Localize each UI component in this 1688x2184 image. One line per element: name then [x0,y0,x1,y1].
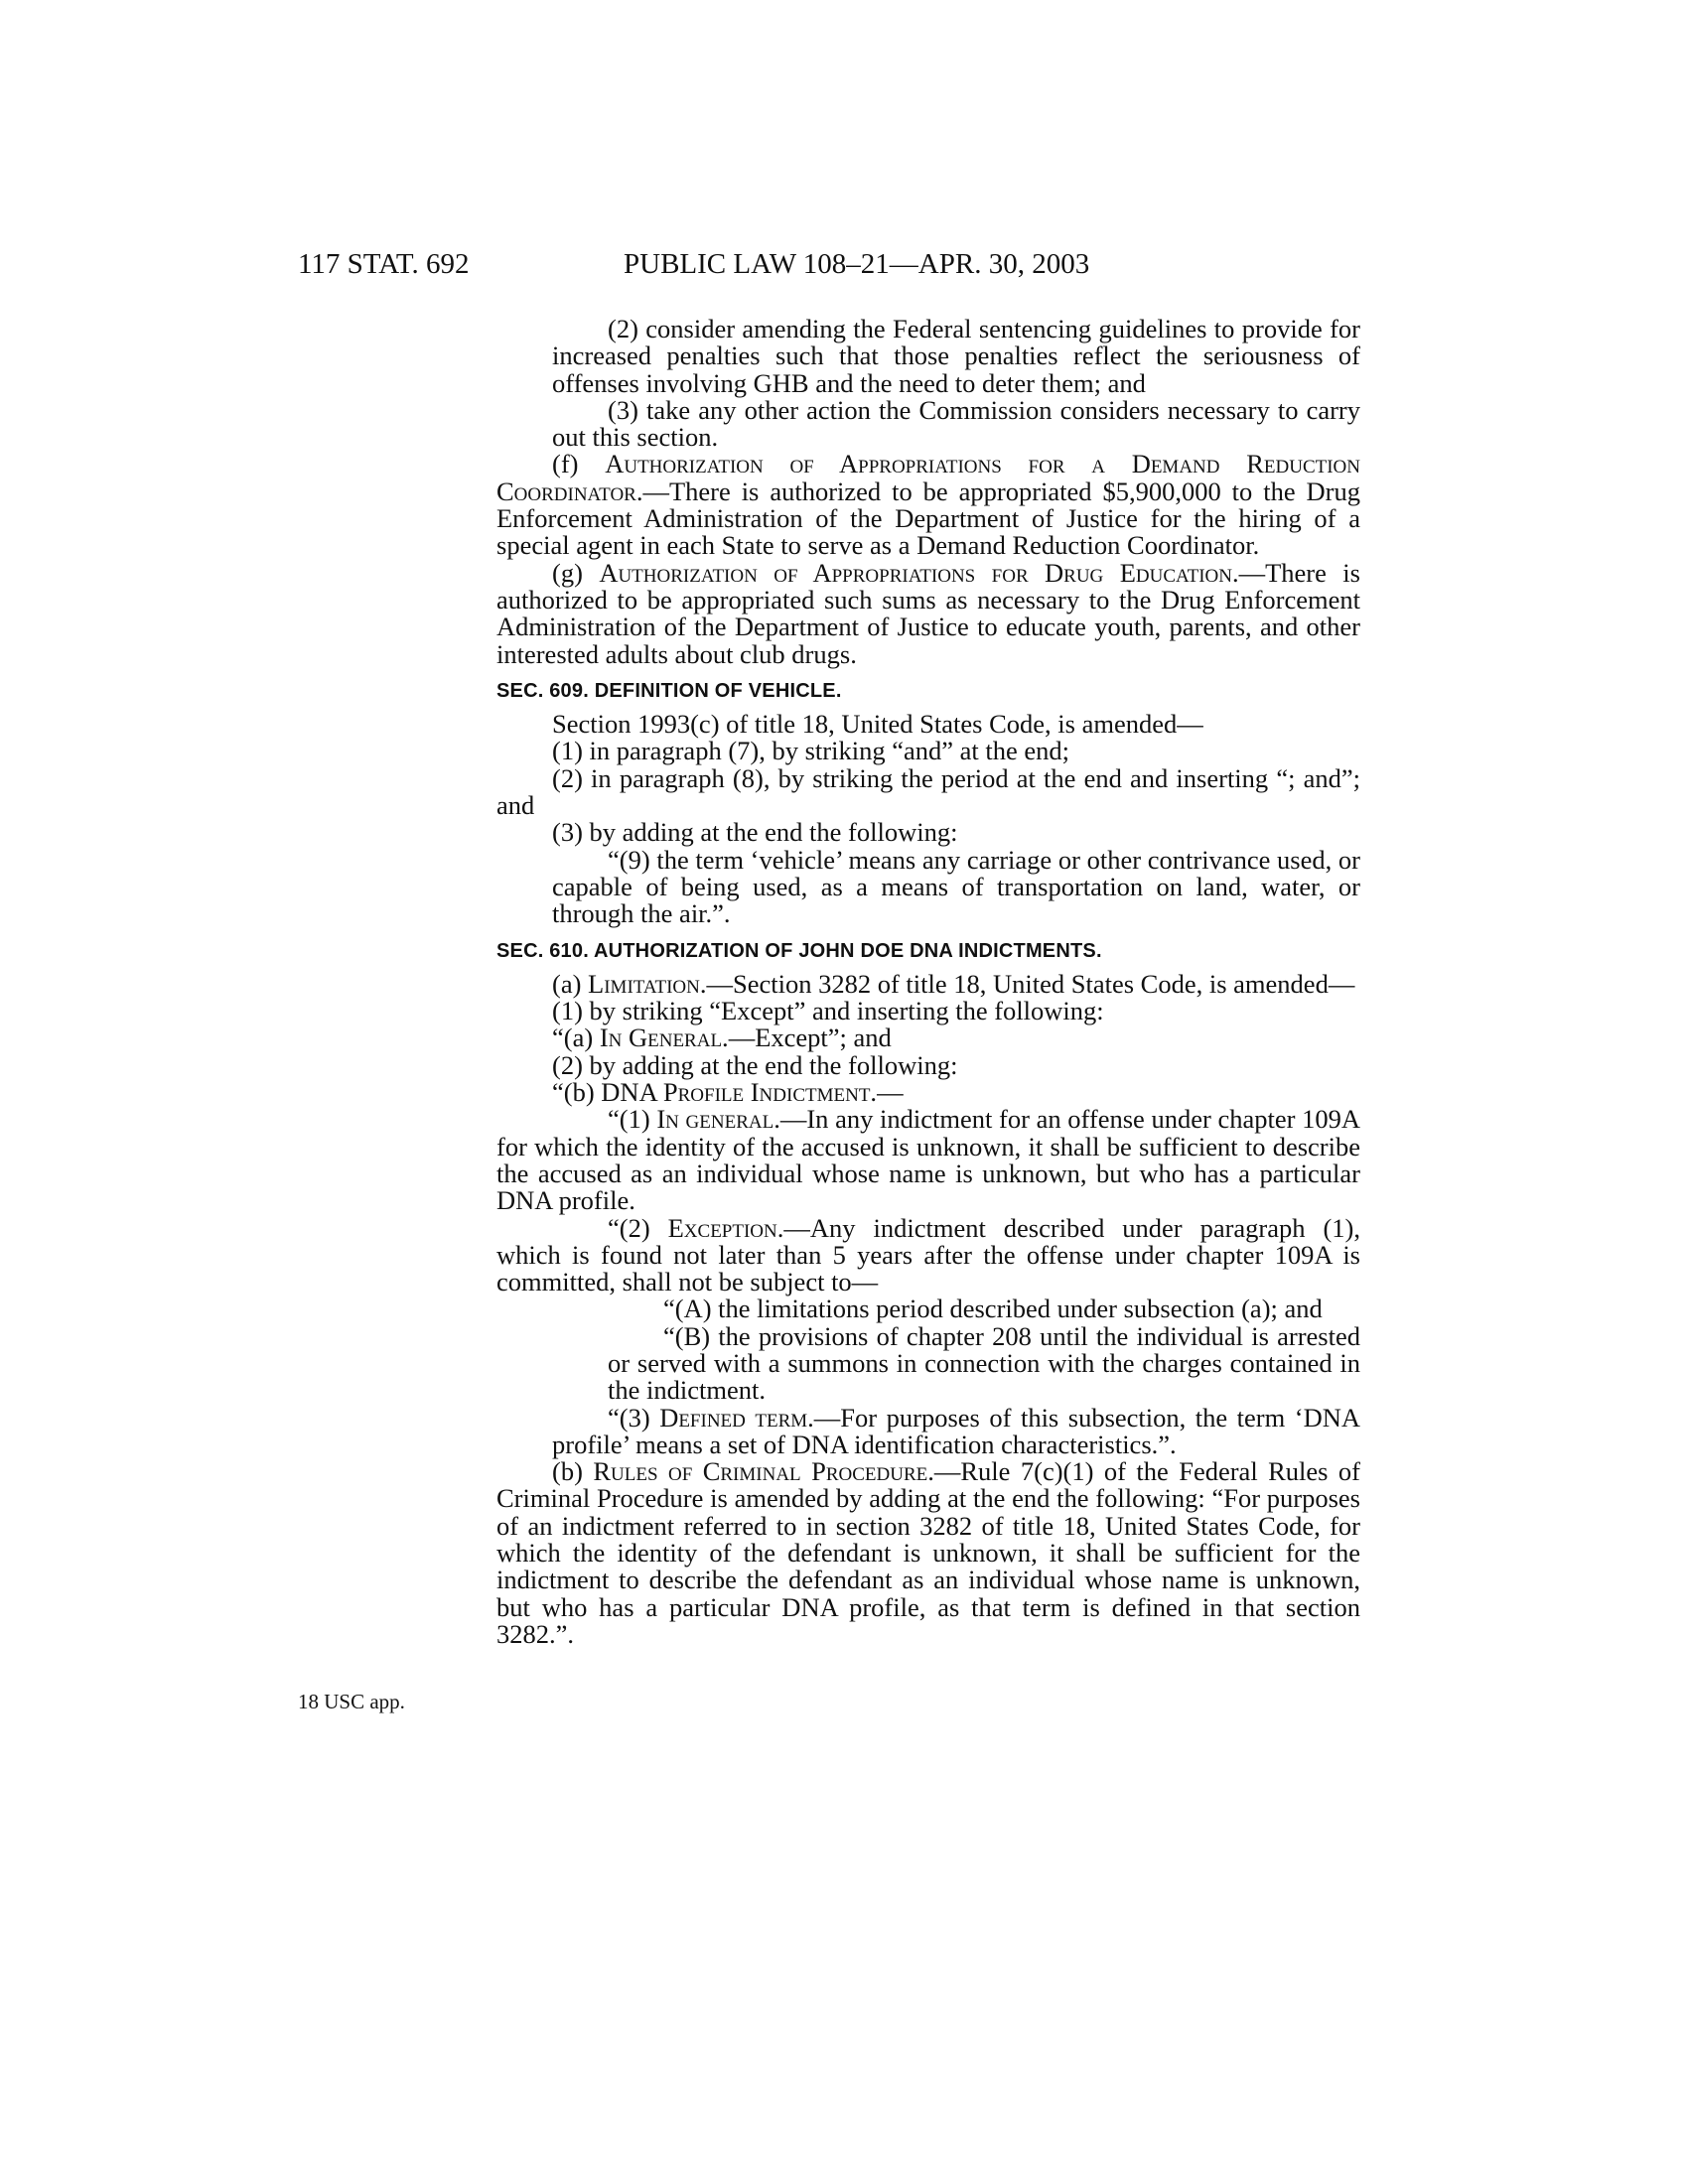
subsection-a-item-2: (2) by adding at the end the following: [552,1049,958,1080]
section-609-intro: Section 1993(c) of title 18, United States Code, is amended— [552,709,1203,740]
subsection-b-heading: Rules of Criminal Procedure. [593,1456,934,1487]
subsection-a-item-1: (1) by striking “Except” and inserting the following: [552,996,1104,1026]
inserted-dna-profile-indictment: “(b) DNA Profile Indictment.— [552,1077,904,1108]
public-law-title: PUBLIC LAW 108–21—APR. 30, 2003 [624,248,1090,280]
paragraph-2-consider: (2) consider amending the Federal sentencing guidelines to provide for increased penalties such that those penalties reflect the seriousness of offenses involving GHB and the need to deter them; and [552,314,1360,398]
subsection-a-limitation: (a) Limitation.—Section 3282 of title 18, United States Code, is amended— [552,968,1355,999]
section-609-item-1: (1) in paragraph (7), by striking “and” at the end; [552,736,1069,766]
dna-paragraph-2: “(2) Exception.—Any indictment described under paragraph (1), which is found not later than 5 years after the offense under chapter 109A is committed, shall not be subject to— [496,1212,1360,1297]
paragraph-3-other-action: (3) take any other action the Commission considers necessary to carry out this section. [552,394,1360,453]
dna-subparagraph-a: “(A) the limitations period described under subsection (a); and [663,1294,1323,1324]
section-610-heading: SEC. 610. AUTHORIZATION OF JOHN DOE DNA INDICTMENTS. [496,939,1102,962]
section-609-item-3: (3) by adding at the end the following: [552,817,958,848]
page-header [0,248,1688,288]
margin-citation: 18 USC app. [298,1690,405,1713]
section-609-item-2: (2) in paragraph (8), by striking the period at the end and inserting “; and”; and [496,762,1360,821]
subsection-f-heading: Authorization of Appropriations for a Demand Reduction Coordinator. [496,449,1360,506]
stat-page-number: 117 STAT. 692 [298,248,470,280]
inserted-in-general: “(a) In General.—Except”; and [552,1023,892,1053]
section-609-heading: SEC. 609. DEFINITION OF VEHICLE. [496,679,842,702]
dna-paragraph-3: “(3) Defined term.—For purposes of this subsection, the term ‘DNA profile’ means a set of DNA identification characteristics.”. [552,1402,1360,1459]
subsection-g: (g) Authorization of Appropriations for Drug Education.—There is authorized to be appropriated such sums as necessary to the Drug Enforcement Administration of the Department of Justice to educate youth, parents, and other interested adults about club drugs. [496,557,1360,669]
subsection-f: (f) Authorization of Appropriations for a Demand Reduction Coordinator.—There is authorized to be appropriated $5,900,000 to the Drug Enforcement Administration of the Department of Justice for the hiring of a special agent in each State to serve as a Demand Reduction Coordinator. [496,449,1360,561]
subsection-b-rules: (b) Rules of Criminal Procedure.—Rule 7(c)(1) of the Federal Rules of Criminal Procedure is amended by adding at the end the following: “For purposes of an indictment referred to in section 3282 of title 18, United States Code, for which the identity of the defendant is unknown, it shall be sufficient for the indictment to describe the defendant as an individual whose name is unknown, but who has a particular DNA profile, as that term is defined in that section 3282.”. [496,1456,1361,1649]
dna-subparagraph-b: “(B) the provisions of chapter 208 until the individual is arrested or served with a summons in connection with the charges contained in the indictment. [608,1320,1360,1406]
document-body [496,316,1360,1648]
section-609-item-9: “(9) the term ‘vehicle’ means any carriage or other contrivance used, or capable of being used, as a means of transportation on land, water, or through the air.”. [552,844,1360,929]
subsection-g-heading: Authorization of Appropriations for Drug Education. [599,557,1239,588]
dna-paragraph-1: “(1) In general.—In any indictment for an offense under chapter 109A for which the identity of the accused is unknown, it shall be sufficient to describe the accused as an individual whose name is unknown, but who has a particular DNA profile. [496,1104,1360,1216]
subsection-a-heading: Limitation. [588,968,707,999]
